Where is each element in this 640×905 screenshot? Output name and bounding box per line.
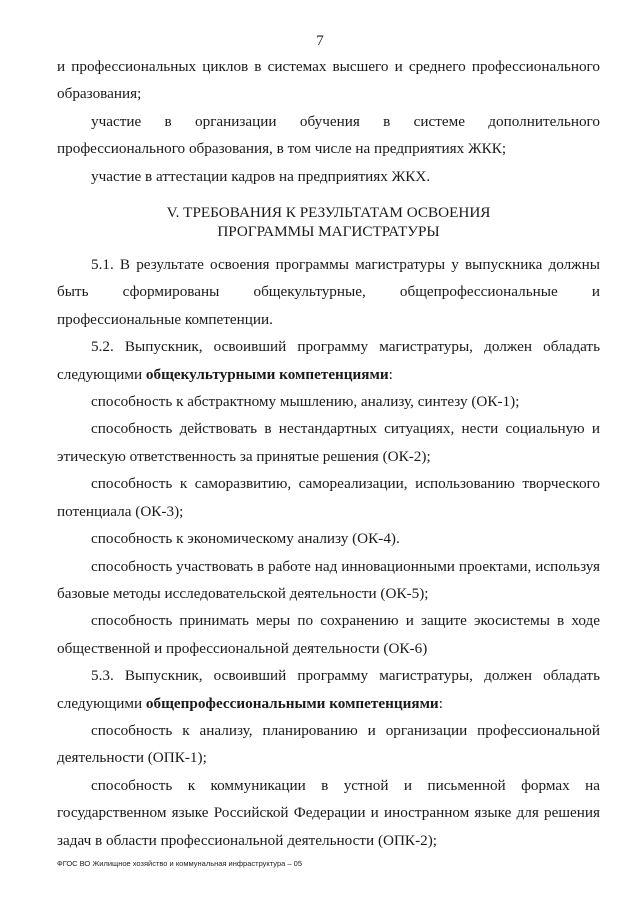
section-heading: [57, 203, 600, 241]
paragraph: участие в аттестации кадров на предприятиях ЖКХ.: [91, 167, 431, 185]
paragraph-5-3-lead: 5.3. Выпускник, освоивший программу магистратуры, должен обладать следующими: [57, 667, 600, 712]
section-heading-line1: V. ТРЕБОВАНИЯ К РЕЗУЛЬТАТАМ ОСВОЕНИЯ: [166, 204, 491, 222]
paragraph: и профессиональных циклов в системах высшего и среднего профессионального образования;: [57, 58, 600, 103]
competence-item-ok-2: способность действовать в нестандартных ситуациях, нести социальную и этическую ответственность за принятые решения (ОК-2);: [57, 420, 600, 465]
competence-item-ok-3: способность к саморазвитию, самореализации, использованию творческого потенциала (ОК-3);: [57, 475, 600, 520]
paragraph-5-2: [57, 333, 600, 388]
paragraph-5-3: [57, 662, 600, 717]
competence-item-opk-1: способность к анализу, планированию и организации профессиональной деятельности (ОПК-1);: [57, 721, 600, 767]
paragraph-5-1: 5.1. В результате освоения программы магистратуры у выпускника должны быть сформированы общекультурные, общепрофессиональные и профессиональные компетенции.: [57, 256, 600, 328]
competence-item-ok-4: способность к экономическому анализу (ОК-4).: [91, 530, 400, 548]
paragraph-5-2-bold: общекультурными компетенциями: [145, 365, 389, 383]
competence-item-ok-1: способность к абстрактному мышлению, анализу, синтезу (ОК-1);: [91, 393, 520, 411]
paragraph-5-3-tail: :: [438, 694, 443, 712]
competence-item-ok-6: способность принимать меры по сохранению и защите экосистемы в ходе общественной и профессиональной деятельности (ОК-6): [57, 612, 600, 657]
paragraph-5-2-lead: 5.2. Выпускник, освоивший программу магистратуры, должен обладать следующими: [57, 338, 600, 383]
page-footer: ФГОС ВО Жилищное хозяйство и коммунальная инфраструктура – 05: [57, 859, 302, 868]
document-body: [57, 53, 600, 854]
page-number: 7: [316, 33, 324, 49]
paragraph-5-2-tail: :: [388, 365, 393, 383]
competence-item-opk-2: способность к коммуникации в устной и письменной формах на государственном языке Российской Федерации и иностранном языке для решения задач в области профессиональной деятельности (ОПК-2);: [57, 776, 600, 849]
paragraph-5-3-bold: общепрофессиональными компетенциями: [145, 694, 439, 712]
competence-item-ok-5: способность участвовать в работе над инновационными проектами, используя базовые методы исследовательской деятельности (ОК-5);: [57, 557, 600, 602]
section-heading-line2: ПРОГРАММЫ МАГИСТРАТУРЫ: [217, 223, 440, 241]
paragraph: участие в организации обучения в системе дополнительного профессионального образования, в том числе на предприятиях ЖКК;: [57, 112, 600, 158]
